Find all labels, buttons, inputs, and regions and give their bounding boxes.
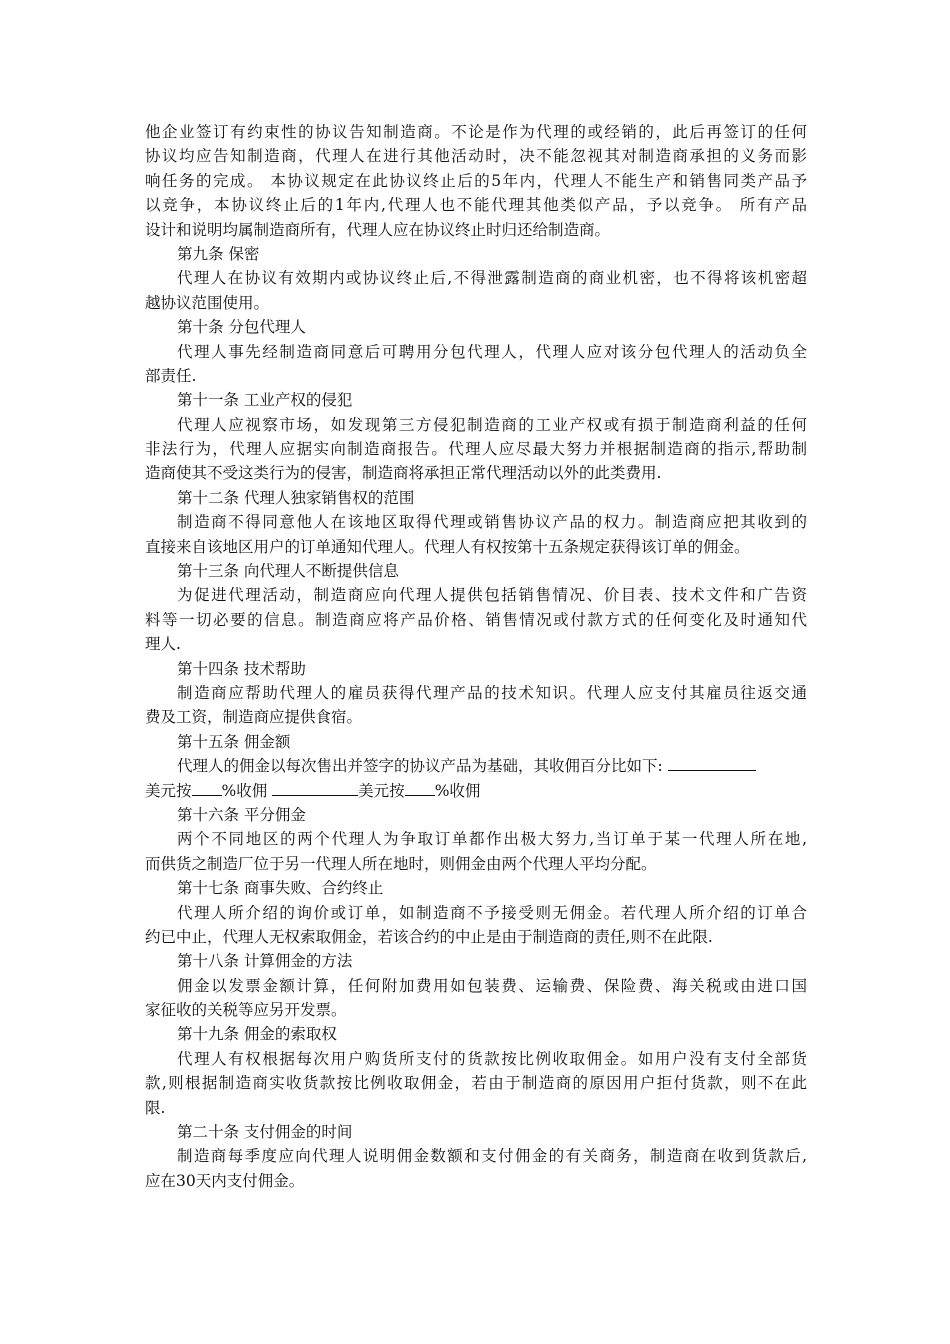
paragraph-line: 佣金以发票金额计算，任何附加费用如包装费、运输费、保险费、海关税或由进口国 [177,976,807,995]
paragraph-line: 响任务的完成。 本协议规定在此协议终止后的5年内，代理人不能生产和销售同类产品予 [145,171,807,190]
paragraph-line: 料等一切必要的信息。制造商应将产品价格、销售情况或付款方式的任何变化及时通知代 [145,610,807,629]
paragraph-line: 越协议范围使用。 [145,293,270,312]
paragraph-line: 代理人所介绍的询价或订单，如制造商不予接受则无佣金。若代理人所介绍的订单合 [177,903,807,922]
paragraph-line: 款,则根据制造商实收货款按比例收取佣金，若由于制造商的原因用户拒付货款，则不在此 [145,1074,807,1093]
article-13-title: 第十三条 向代理人不断提供信息 [177,562,399,581]
percent-blank [192,780,222,796]
percent-blank [405,780,435,796]
document-page [145,120,807,1193]
article-11-title: 第十一条 工业产权的侵犯 [177,391,353,410]
article-15-title: 第十五条 佣金额 [177,732,291,751]
paragraph-line: 部责任. [145,366,197,385]
paragraph-line: 理人. [145,635,181,654]
paragraph-line: 制造商每季度应向代理人说明佣金数额和支付佣金的有关商务，制造商在收到货款后, [177,1147,807,1166]
article-17-title: 第十七条 商事失败、合约终止 [177,879,384,898]
paragraph-line: 造商使其不受这类行为的侵害，制造商将承担正常代理活动以外的此类费用. [145,464,662,483]
paragraph-line: 他企业签订有约束性的协议告知制造商。不论是作为代理的或经销的，此后再签订的任何 [145,123,807,141]
amount-blank [272,780,358,796]
commission-unit-text: %收佣 [221,781,273,800]
amount-blank [668,755,756,771]
article-9-title: 第九条 保密 [177,244,260,263]
paragraph-line: 非法行为，代理人应据实向制造商报告。代理人应尽最大努力并根据制造商的指示,帮助制 [145,440,807,459]
commission-rate-text: 代理人的佣金以每次售出并签字的协议产品为基础，其收佣百分比如下: [177,757,668,776]
paragraph-line: 直接来自该地区用户的订单通知代理人。代理人有权按第十五条规定获得该订单的佣金。 [145,537,750,556]
paragraph-line: 设计和说明均属制造商所有，代理人应在协议终止时归还给制造商。 [145,220,611,239]
article-10-title: 第十条 分包代理人 [177,318,306,337]
paragraph-line: 家征收的关税等应另开发票。 [145,1001,347,1020]
commission-unit-text: 美元按 [358,781,405,800]
paragraph-line: 协议均应告知制造商，代理人在进行其他活动时，决不能忽视其对制造商承担的义务而影 [145,147,807,166]
paragraph-line: 约已中止，代理人无权索取佣金，若该合约的中止是由于制造商的责任,则不在此限. [145,927,713,946]
article-18-title: 第十八条 计算佣金的方法 [177,952,353,971]
paragraph-line: 应在30天内支付佣金。 [145,1171,305,1190]
paragraph-line: 代理人有权根据每次用户购货所支付的货款按比例收取佣金。如用户没有支付全部货 [177,1049,807,1068]
paragraph-line: 两个不同地区的两个代理人为争取订单都作出极大努力,当订单于某一代理人所在地, [177,830,807,849]
paragraph-line: 代理人事先经制造商同意后可聘用分包代理人，代理人应对该分包代理人的活动负全 [177,342,807,361]
commission-rate-line [145,754,807,778]
paragraph-line: 制造商应帮助代理人的雇员获得代理产品的技术知识。代理人应支付其雇员往返交通 [177,683,807,702]
paragraph-line: 费及工资，制造商应提供食宿。 [145,708,363,727]
article-16-title: 第十六条 平分佣金 [177,805,306,824]
article-12-title: 第十二条 代理人独家销售权的范围 [177,488,415,507]
article-19-title: 第十九条 佣金的索取权 [177,1025,337,1044]
paragraph-line: 为促进代理活动，制造商应向代理人提供包括销售情况、价目表、技术文件和广告资 [177,586,807,605]
paragraph-line: 制造商不得同意他人在该地区取得代理或销售协议产品的权力。制造商应把其收到的 [177,513,807,532]
paragraph-line: 限. [145,1098,166,1117]
paragraph-line: 而供货之制造厂位于另一代理人所在地时，则佣金由两个代理人平均分配。 [145,854,657,873]
commission-rate-line [145,779,807,803]
paragraph-line: 代理人在协议有效期内或协议终止后,不得泄露制造商的商业机密，也不得将该机密超 [177,269,807,288]
paragraph-line: 以竞争，本协议终止后的1年内,代理人也不能代理其他类似产品，予以竞争。 所有产品 [145,196,807,215]
paragraph-line: 代理人应视察市场，如发现第三方侵犯制造商的工业产权或有损于制造商利益的任何 [177,415,807,434]
article-20-title: 第二十条 支付佣金的时间 [177,1123,353,1142]
commission-unit-text: %收佣 [434,781,481,800]
article-14-title: 第十四条 技术帮助 [177,659,306,678]
commission-unit-text: 美元按 [145,781,192,800]
